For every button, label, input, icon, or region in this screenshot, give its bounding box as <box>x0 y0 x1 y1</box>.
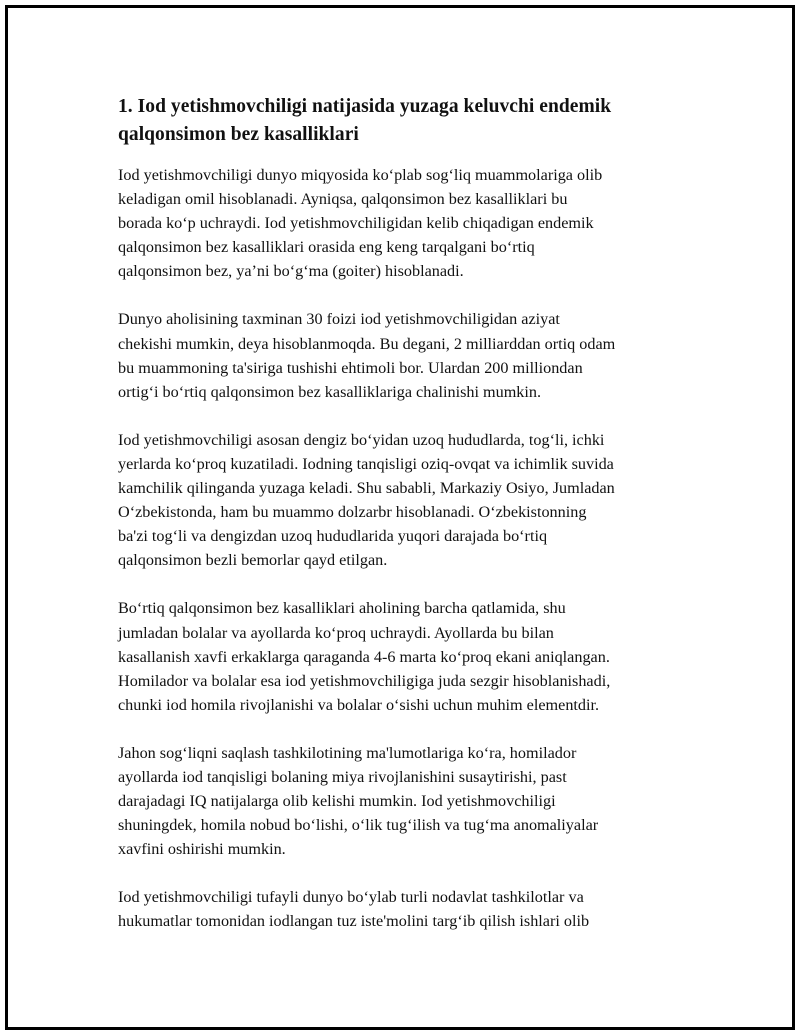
text-line: qalqonsimon bez, ya’ni bo‘g‘ma (goiter) hisoblanadi. <box>118 262 464 281</box>
text-line: hukumatlar tomonidan iodlangan tuz iste'molini targ‘ib qilish ishlari olib <box>118 912 590 931</box>
paragraph <box>118 885 688 933</box>
heading-line: qalqonsimon bez kasalliklari <box>118 124 359 145</box>
text-line: ba'zi tog‘li va dengizdan uzoq hududlarida yuqori darajada bo‘rtiq <box>118 527 548 546</box>
text-line: Jahon sog‘liqni saqlash tashkilotining ma'lumotlariga ko‘ra, homilador <box>118 743 577 762</box>
paragraph <box>118 307 688 403</box>
text-line: jumladan bolalar va ayollarda ko‘proq uchraydi. Ayollarda bu bilan <box>118 623 554 642</box>
text-line: Bo‘rtiq qalqonsimon bez kasalliklari aholining barcha qatlamida, shu <box>118 599 566 618</box>
text-line: ortig‘i bo‘rtiq qalqonsimon bez kasalliklariga chalinishi mumkin. <box>118 382 542 401</box>
document-body <box>118 93 688 958</box>
paragraph <box>118 428 688 573</box>
text-line: bu muammoning ta'siriga tushishi ehtimoli bor. Ulardan 200 milliondan <box>118 358 583 377</box>
text-line: Iod yetishmovchiligi tufayli dunyo bo‘ylab turli nodavlat tashkilotlar va <box>118 888 584 907</box>
section-heading <box>118 93 688 149</box>
text-line: Iod yetishmovchiligi asosan dengiz bo‘yidan uzoq hududlarda, tog‘li, ichki <box>118 430 605 449</box>
text-line: keladigan omil hisoblanadi. Ayniqsa, qalqonsimon bez kasalliklari bu <box>118 190 568 209</box>
text-line: kamchilik qilinganda yuzaga keladi. Shu sababli, Markaziy Osiyo, Jumladan <box>118 479 615 498</box>
paragraph <box>118 163 688 283</box>
text-line: chunki iod homila rivojlanishi va bolalar o‘sishi uchun muhim elementdir. <box>118 695 600 714</box>
paragraph <box>118 741 688 861</box>
text-line: kasallanish xavfi erkaklarga qaraganda 4-6 marta ko‘proq ekani aniqlangan. <box>118 647 610 666</box>
text-line: Homilador va bolalar esa iod yetishmovchiligiga juda sezgir hisoblanishadi, <box>118 671 611 690</box>
text-line: qalqonsimon bezli bemorlar qayd etilgan. <box>118 551 388 570</box>
text-line: yerlarda ko‘proq kuzatiladi. Iodning tanqisligi oziq-ovqat va ichimlik suvida <box>118 454 614 473</box>
text-line: shuningdek, homila nobud bo‘lishi, o‘lik tug‘ilish va tug‘ma anomaliyalar <box>118 816 599 835</box>
text-line: qalqonsimon bez kasalliklari orasida eng keng tarqalgani bo‘rtiq <box>118 238 535 257</box>
heading-line: 1. Iod yetishmovchiligi natijasida yuzaga keluvchi endemik <box>118 96 612 117</box>
text-line: borada ko‘p uchraydi. Iod yetishmovchiligidan kelib chiqadigan endemik <box>118 214 594 233</box>
text-line: ayollarda iod tanqisligi bolaning miya rivojlanishini susaytirishi, past <box>118 767 567 786</box>
text-line: darajadagi IQ natijalarga olib kelishi mumkin. Iod yetishmovchiligi <box>118 792 556 811</box>
text-line: xavfini oshirishi mumkin. <box>118 840 286 859</box>
text-line: chekishi mumkin, deya hisoblanmoqda. Bu degani, 2 milliarddan ortiq odam <box>118 334 616 353</box>
paragraph <box>118 596 688 716</box>
text-line: Iod yetishmovchiligi dunyo miqyosida ko‘plab sog‘liq muammolariga olib <box>118 166 603 184</box>
text-line: Dunyo aholisining taxminan 30 foizi iod yetishmovchiligidan aziyat <box>118 310 560 329</box>
text-line: O‘zbekistonda, ham bu muammo dolzarbr hisoblanadi. O‘zbekistonning <box>118 503 587 522</box>
